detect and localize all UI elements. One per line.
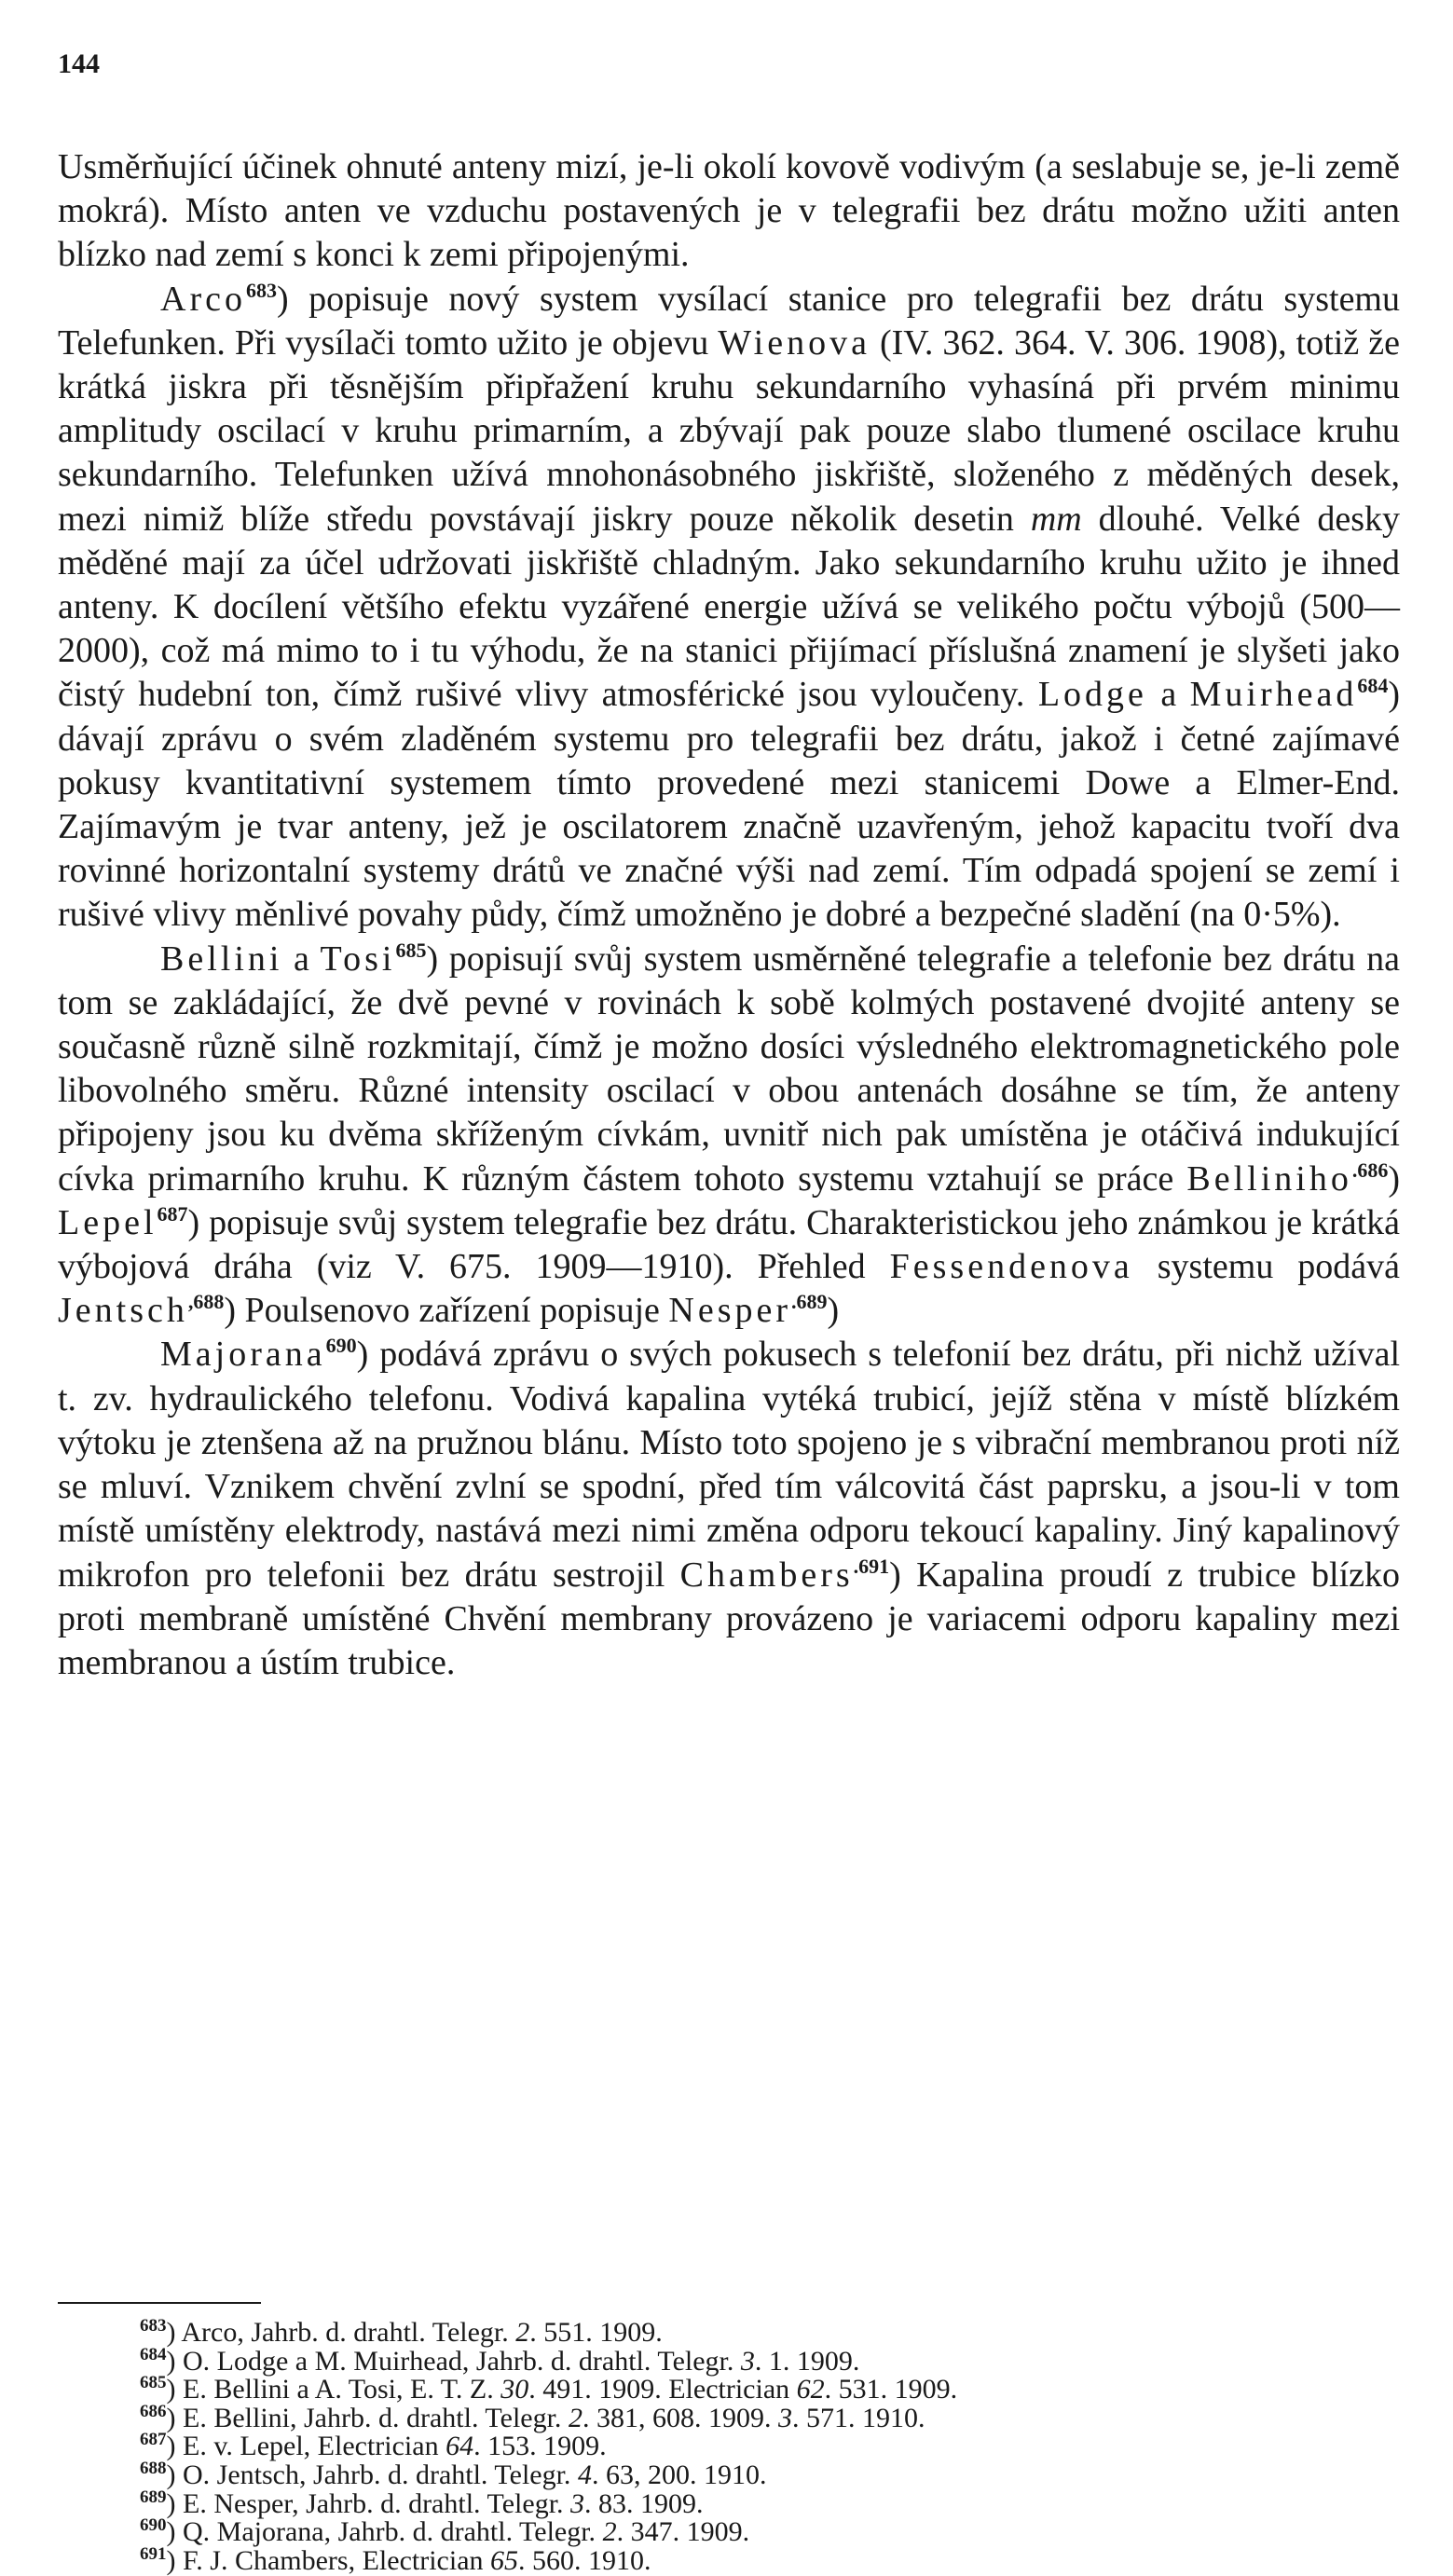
italic-text: mm <box>1030 499 1082 539</box>
text-run: ) Kapalina proudí z trubice blízko proti membraně umístěné Chvění membrany provázeno je variacemi odporu kapaliny mezi membranou a ústím trubice. <box>58 1555 1400 1682</box>
italic-text: 2 <box>515 2317 530 2348</box>
footnote: $^{687}$) E. v. Lepel, Electrician 64. 153. 1909. <box>140 2430 607 2462</box>
italic-text: 3 <box>570 2487 585 2519</box>
spaced-name: Jentsch <box>58 1291 188 1331</box>
spaced-name: Lepel <box>58 1202 158 1242</box>
italic-text: 2 <box>602 2516 617 2548</box>
spaced-name: Nesper <box>668 1291 792 1331</box>
footnote: $^{684}$) O. Lodge a M. Muirhead, Jahrb. d. drahtl. Telegr. 3. 1. 1909. <box>140 2344 860 2377</box>
footnote-reference: 690 <box>325 1334 357 1358</box>
italic-text: 62 <box>796 2374 825 2405</box>
paragraph <box>58 938 1400 1334</box>
footnote-number: 689 <box>140 2487 167 2507</box>
footnote-reference: 687 <box>157 1201 188 1226</box>
body-text <box>58 145 1400 1685</box>
text-run: Arco, Jahrb. d. drahtl. Telegr. <box>181 2317 516 2348</box>
footnote: $^{688}$) O. Jentsch, Jahrb. d. drahtl. Telegr. 4. 63, 200. 1910. <box>140 2458 767 2490</box>
text-run: . 560. 1910. <box>518 2544 651 2576</box>
footnote: $^{689}$) E. Nesper, Jahrb. d. drahtl. Telegr. 3. 83. 1909. <box>140 2487 704 2519</box>
text-run: dlouhé. Velké desky měděné mají za účel udržovati jiskřiště chladným. Jako sekundarního kruhu užito je ihned anteny. K docílení většího efektu vyzářené energie užívá se velikého počtu výbojů (500—2000), což má mimo to i tu výhodu, že na stanici přijímací příslušná znamení je slyšeti jako čistý hudební ton, čímž rušivé vlivy atmosférické jsou vyloučeny. <box>58 499 1401 715</box>
text-run: systemu podává <box>1132 1247 1400 1287</box>
text-run: E. v. Lepel, Electrician <box>183 2431 446 2462</box>
spaced-name: Muirhead <box>1189 675 1358 715</box>
text-run: O. Jentsch, Jahrb. d. drahtl. Telegr. <box>183 2459 578 2490</box>
footnote-number: 684 <box>140 2344 167 2364</box>
text-run: . 381, 608. 1909. <box>582 2402 778 2433</box>
italic-text: 64 <box>445 2431 474 2462</box>
footnote: $^{686}$) E. Bellini, Jahrb. d. drahtl. Telegr. 2. 381, 608. 1909. 3. 571. 1910. <box>140 2401 925 2433</box>
text-run: (IV. 362. 364. V. 306. 1908), totiž že krátká jiskra při těsnějším připřažení kruhu sekundarního vyhasíná při prvém minimu amplitudy oscilací v kruhu primarním, a zbývají pak pouze slabo tlumené oscilace kruhu sekundarního. Telefunken užívá mnohonásobného jiskřiště, složeného z měděných desek, mezi nimiž blíže středu povstávají jiskry pouze několik desetin <box>58 322 1400 539</box>
footnote-number: 685 <box>140 2373 167 2393</box>
italic-text: 3 <box>777 2402 792 2433</box>
footnote-number: 686 <box>140 2401 167 2421</box>
paragraph <box>58 278 1400 938</box>
text-run: ) <box>827 1291 840 1331</box>
italic-text: 2 <box>568 2402 583 2433</box>
paragraph <box>58 1333 1400 1685</box>
text-run: E. Bellini, Jahrb. d. drahtl. Telegr. <box>183 2402 569 2433</box>
spaced-name: Majorana <box>160 1335 326 1375</box>
text-run: . 1. 1909. <box>754 2345 860 2377</box>
spaced-name: Tosi <box>320 939 396 979</box>
footnote-number: 687 <box>140 2430 167 2450</box>
paragraph <box>58 145 1400 278</box>
footnote-number: 690 <box>140 2515 167 2536</box>
italic-text: 4 <box>577 2459 592 2490</box>
spaced-name: Chambers <box>679 1555 854 1595</box>
text-run: . 571. 1910. <box>791 2402 925 2433</box>
text-run: Usměrňující účinek ohnuté anteny mizí, je-li okolí kovově vodivým (a seslabuje se, je-li země mokrá). Místo anten ve vzduchu postavených je v telegrafii bez drátu možno užiti anten blízko nad zemí s konci k zemi připojenými. <box>58 147 1400 275</box>
italic-text: 65 <box>490 2544 519 2576</box>
footnote-reference: 685 <box>395 938 427 962</box>
spaced-name: Wienova <box>718 322 870 363</box>
text-run: E. Bellini a A. Tosi, E. T. Z. <box>183 2374 501 2405</box>
spaced-name: Bellini <box>160 939 283 979</box>
footnote-reference: 684 <box>1357 674 1389 698</box>
text-run: O. Lodge a M. Muirhead, Jahrb. d. drahtl. Telegr. <box>183 2345 741 2377</box>
text-run: . 83. 1909. <box>584 2487 704 2519</box>
text-run: a <box>282 939 321 979</box>
text-run: . 551. 1909. <box>529 2317 663 2348</box>
spaced-name: Lodge <box>1037 675 1147 715</box>
text-run: ) Poulsenovo zařízení popisuje <box>224 1291 669 1331</box>
footnote: $^{690}$) Q. Majorana, Jahrb. d. drahtl. Telegr. 2. 347. 1909. <box>140 2515 750 2548</box>
text-run: F. J. Chambers, Electrician <box>183 2544 491 2576</box>
footnote-reference: .691 <box>853 1554 890 1578</box>
text-run: ) popisuje svůj system telegrafie bez drátu. Charakteristickou jeho známkou je krátká výbojová dráha (viz V. 675. 1909—1910). Přehled <box>58 1202 1400 1287</box>
italic-text: 30 <box>500 2374 529 2405</box>
footnote-reference: 683 <box>245 278 277 302</box>
text-run: a <box>1146 675 1190 715</box>
text-run: . 153. 1909. <box>473 2431 607 2462</box>
footnote-number: 691 <box>140 2543 167 2564</box>
text-run: . 347. 1909. <box>616 2516 750 2548</box>
text-run: ) popisuje nový system vysílací stanice pro telegrafii bez drátu systemu Telefunken. Při vysílači tomto užito je objevu <box>58 279 1400 363</box>
footnote: $^{685}$) E. Bellini a A. Tosi, E. T. Z. 30. 491. 1909. Electrician 62. 531. 1909. <box>140 2373 958 2405</box>
footnote-reference: .686 <box>1351 1158 1389 1182</box>
footnote: $^{691}$) F. J. Chambers, Electrician 65. 560. 1910. <box>140 2543 651 2576</box>
spaced-name: Fessendenova <box>889 1247 1133 1287</box>
text-run: ) popisují svůj system usměrněné telegrafie a telefonie bez drátu na tom se zakládající, že dvě pevné v rovinách k sobě kolmých postavené dvojité anteny se současně různě silně rozkmitají, čímž je možno dosíci výsledného elektromagnetického pole libovolného směru. Různé intensity oscilací v obou antenách dosáhne se tím, že anteny připojeny jsou ku dvěma skříženým cívkám, uvnitř nich pak umístěna je otáčivá indukující cívka primarního kruhu. K různým částem tohoto systemu vztahují se práce <box>58 939 1400 1199</box>
footnote-reference: ,688 <box>187 1290 225 1314</box>
footnote-number: 683 <box>140 2316 167 2336</box>
footnote: $^{683}$) Arco, Jahrb. d. drahtl. Telegr. 2. 551. 1909. <box>140 2316 663 2348</box>
footnote-reference: .689 <box>791 1290 828 1314</box>
page-number: 144 <box>58 48 100 79</box>
text-run: E. Nesper, Jahrb. d. drahtl. Telegr. <box>183 2487 571 2519</box>
text-run: ) <box>1388 1158 1400 1199</box>
text-run: Q. Majorana, Jahrb. d. drahtl. Telegr. <box>183 2516 603 2548</box>
footnote-separator <box>58 2302 261 2304</box>
text-run: . 63, 200. 1910. <box>591 2459 767 2490</box>
footnote-number: 688 <box>140 2458 167 2478</box>
text-run: ) podává zprávu o svých pokusech s telefonií bez drátu, při nichž užíval t. zv. hydraulického telefonu. Vodivá kapalina vytéká trubicí, jejíž stěna v místě blízkém výtoku je ztenšena až na pružnou blánu. Místo toto spojeno je s vibrační membranou proti níž se mluví. Vznikem chvění zvlní se spodní, před tím válcovitá část paprsku, a jsou-li v tom místě umístěny elektrody, nastává mezi nimi změna odporu tekoucí kapaliny. Jiný kapalinový mikrofon pro telefonii bez drátu sestrojil <box>58 1335 1400 1595</box>
italic-text: 3 <box>740 2345 755 2377</box>
footnotes-list <box>140 2316 1398 2576</box>
spaced-name: Arco <box>160 279 246 319</box>
spaced-name: Belliniho <box>1186 1158 1352 1199</box>
text-run: . 531. 1909. <box>824 2374 958 2405</box>
text-run: . 491. 1909. Electrician <box>528 2374 797 2405</box>
text-run: ) dávají zprávu o svém zladěném systemu pro telegrafii bez drátu, jakož i četné zajímavé pokusy kvantitativní systemem tímto provedené mezi stanicemi Dowe a Elmer-End. Zajímavým je tvar anteny, jež je oscilatorem značně uzavřeným, jehož kapacitu tvoří dva rovinné horizontalní systemy drátů ve značné výši nad zemí. Tím odpadá spojení se zemí i rušivé vlivy měnlivé povahy půdy, čímž umožněno je dobré a bezpečné sladění (na 0·5%). <box>58 675 1400 935</box>
